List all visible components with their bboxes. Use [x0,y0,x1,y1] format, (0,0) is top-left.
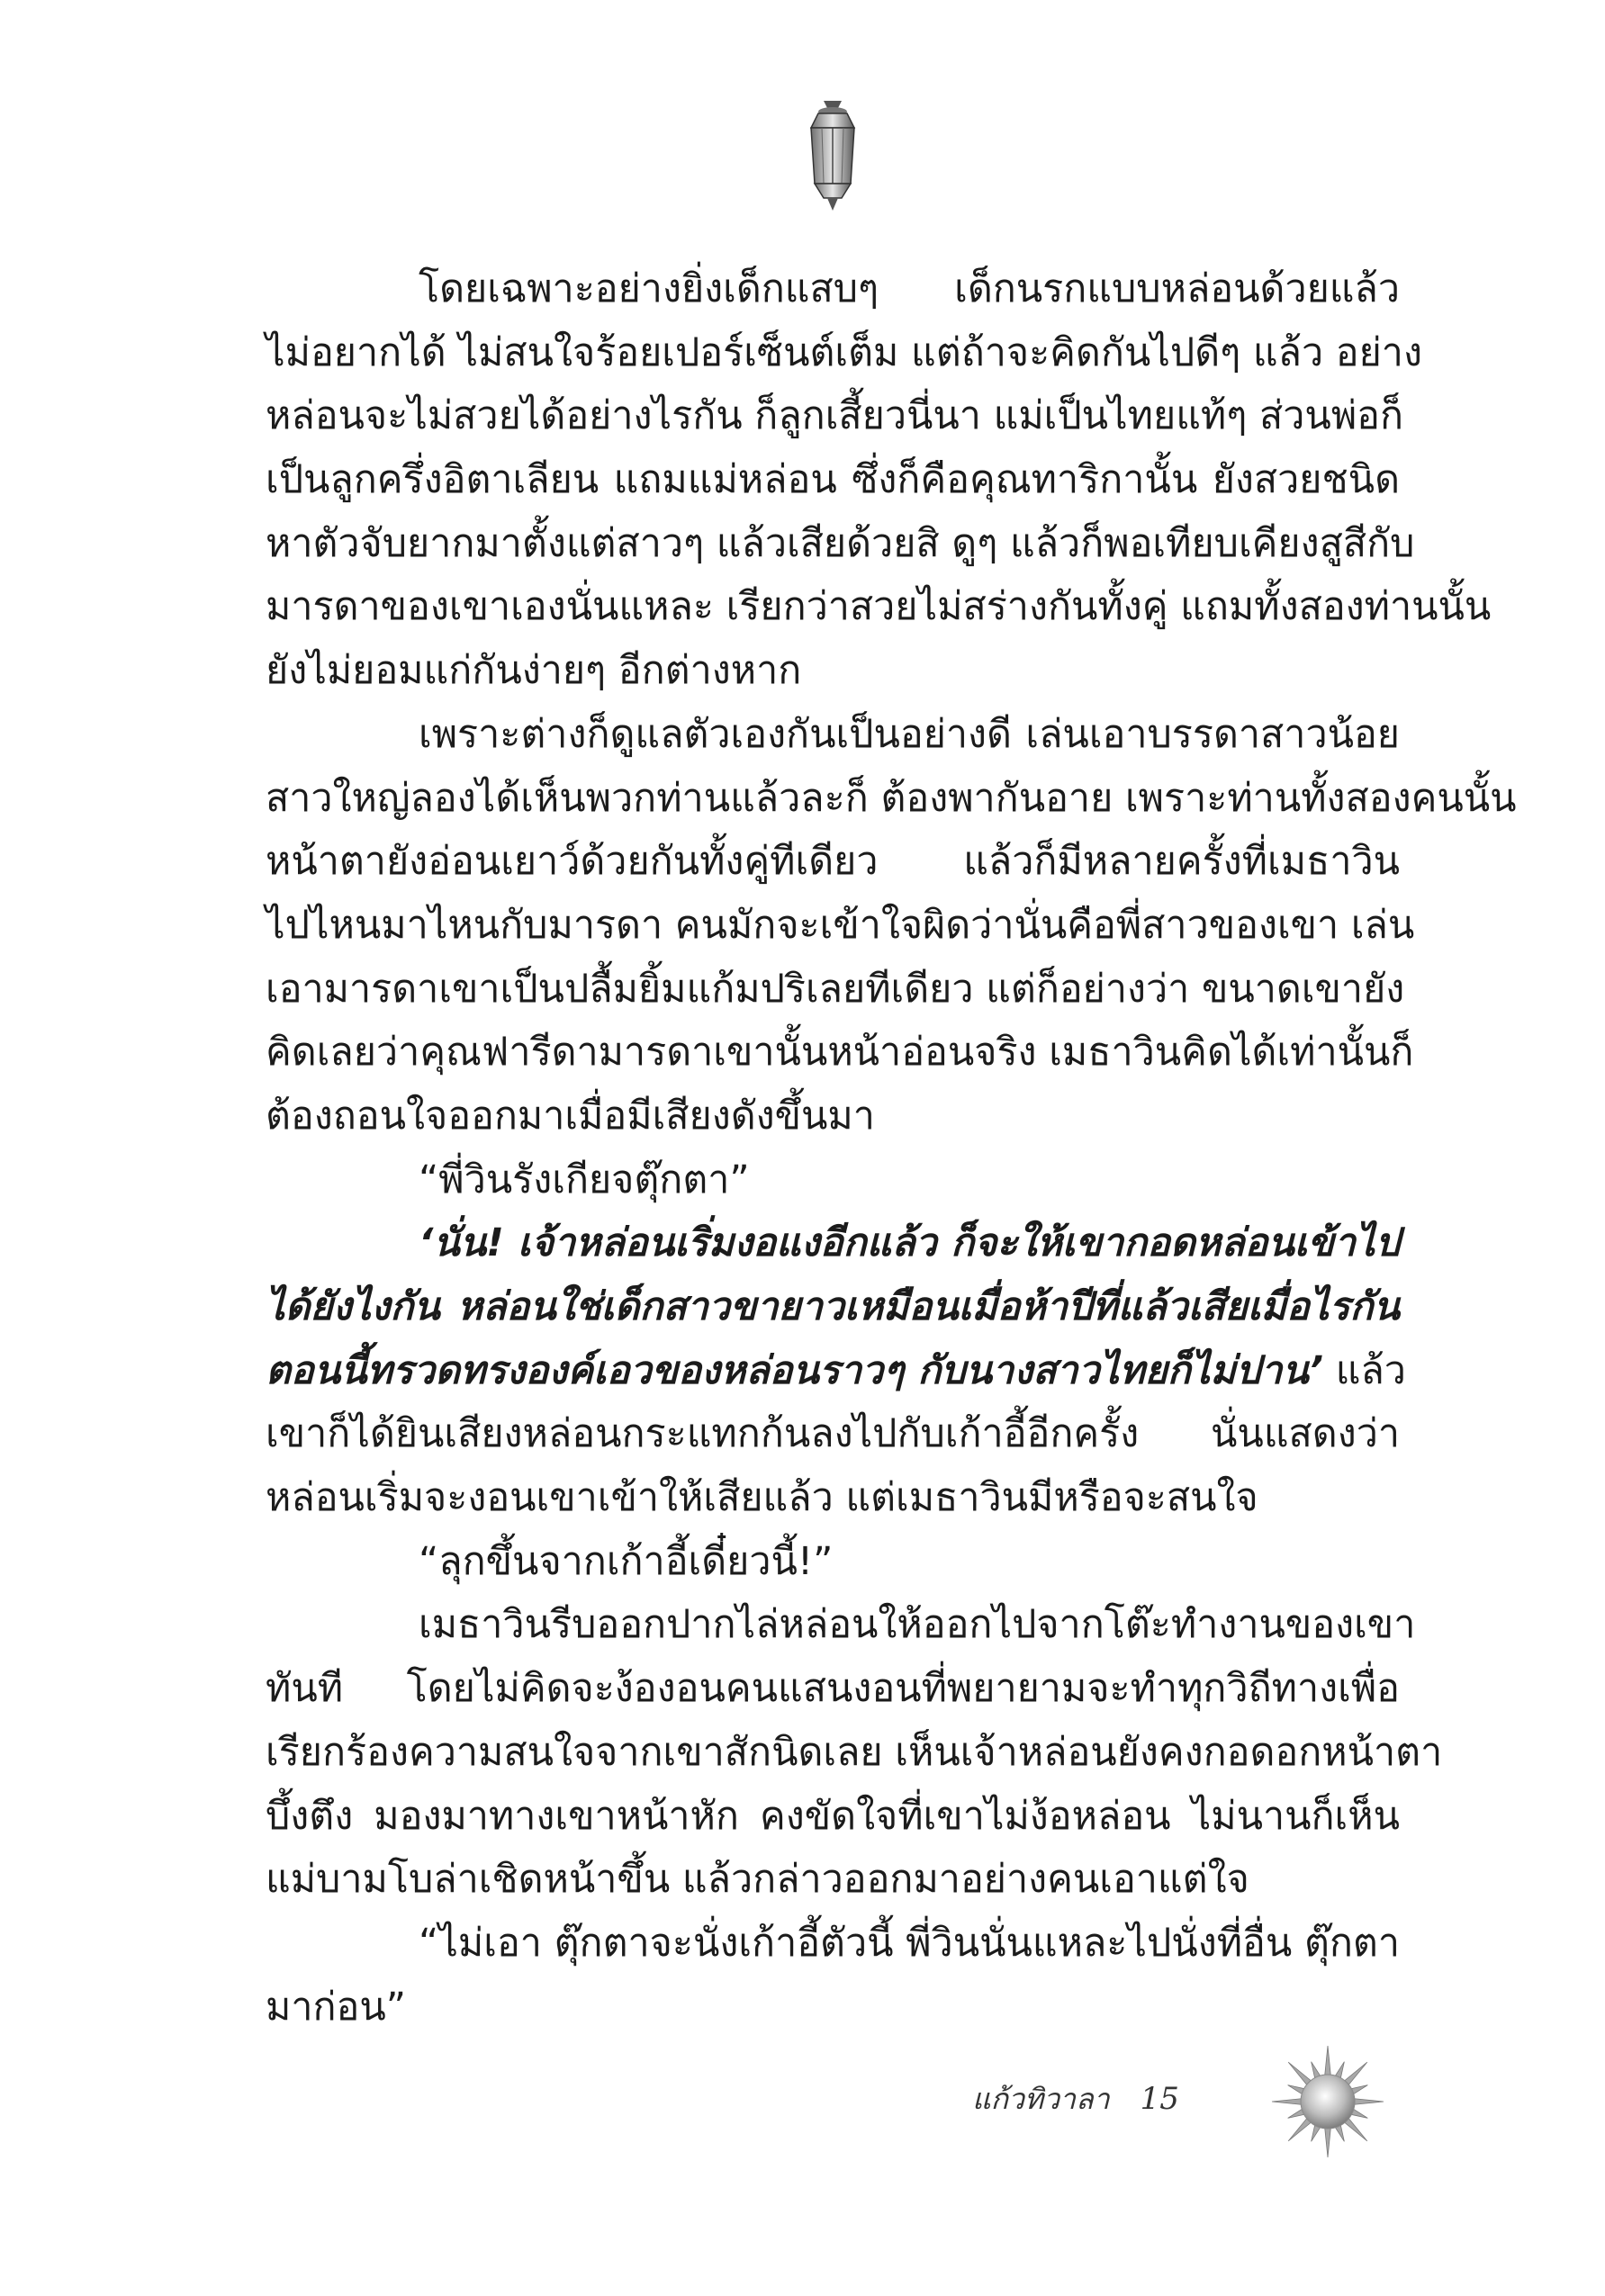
page-footer [972,2072,1179,2126]
sun-ray [1355,2099,1384,2104]
text-line: ไปไหนมาไหนกับมารดา คนมักจะเข้าใจผิดว่านั่นคือพี่สาวของเขา เล่น [266,902,1415,948]
sun-ray [1325,2046,1330,2075]
text-line: แม่บามโบล่าเชิดหน้าขึ้น แล้วกล่าวออกมาอย่างคนเอาแต่ใจ [266,1857,1249,1903]
sun-ray [1288,2062,1311,2084]
sun-ray [1312,2125,1321,2141]
chapter-body-text [266,257,1517,2039]
text-line: เมธาวินรีบออกปากไล่หล่อนให้ออกไปจากโต๊ะทำงานของเขา [419,1602,1416,1648]
sun-ray [1272,2099,1301,2104]
paragraph [266,1148,1400,1212]
sun-ray [1345,2119,1367,2141]
text-line: เรียกร้องความสนใจจากเขาสักนิดเลย เห็นเจ้าหล่อนยังคงกอดอกหน้าตา [266,1729,1443,1775]
sun-ray [1288,2109,1304,2118]
text-line: “พี่วินรังเกียจตุ๊กตา” [419,1157,750,1202]
text-line [266,1339,1406,1403]
sun-ray [1345,2062,1367,2084]
sun-ornament-icon [1269,2043,1386,2160]
paragraph [266,703,1517,1148]
paragraph [266,1912,1400,2039]
text-line: ทันที โดยไม่คิดจะง้องอนคนแสนงอนที่พยายามจะทำทุกวิถีทางเพื่อ [266,1666,1400,1712]
sun-ray [1335,2062,1344,2078]
sun-ray [1312,2062,1321,2078]
text-line: ไม่อยากได้ ไม่สนใจร้อยเปอร์เซ็นต์เต็ม แต่ถ้าจะคิดกันไปดีๆ แล้ว อย่าง [266,329,1422,375]
text-tail: แล้ว [1323,1347,1406,1393]
text-line: หล่อนเริ่มจะงอนเขาเข้าให้เสียแล้ว แต่เมธาวินมีหรือจะสนใจ [266,1475,1258,1521]
text-line: โดยเฉพาะอย่างยิ่งเด็กแสบๆ เด็กนรกแบบหล่อนด้วยแล้ว [419,266,1400,311]
paragraph [266,257,1492,703]
italic-text: ตอนนี้ทรวดทรงองค์เอวของหล่อนราวๆ กับนางสาวไทยก็ไม่ปาน’ [266,1347,1324,1393]
sun-ray [1288,2085,1304,2094]
text-line: “ไม่เอา ตุ๊กตาจะนั่งเก้าอี้ตัวนี้ พี่วินนั่นแหละไปนั่งที่อื่น ตุ๊กตา [419,1920,1400,1966]
text-line: มารดาของเขาเองนั่นแหละ เรียกว่าสวยไม่สร่างกันทั้งคู่ แถมทั้งสองท่านนั้น [266,584,1492,630]
text-line: คิดเลยว่าคุณฟารีดามารดาเขานั้นหน้าอ่อนจริง เมธาวินคิดได้เท่านั้นก็ [266,1030,1414,1076]
text-line: มาก่อน” [266,1984,407,2030]
book-title: แก้วทิวาลา [972,2081,1110,2116]
text-line: ได้ยังไงกัน หล่อนใช่เด็กสาวขายาวเหมือนเมื่อห้าปีที่แล้วเสียเมื่อไรกัน [266,1284,1400,1329]
sun-ray [1335,2125,1344,2141]
text-line: เป็นลูกครึ่งอิตาเลียน แถมแม่หล่อน ซึ่งก็คือคุณทาริกานั้น ยังสวยชนิด [266,457,1400,503]
paragraph [266,1530,1400,1594]
text-line: ต้องถอนใจออกมาเมื่อมีเสียงดังขึ้นมา [266,1093,875,1139]
sun-ray [1351,2109,1367,2118]
text-line: ‘นั่น! เจ้าหล่อนเริ่มงอแงอีกแล้ว ก็จะให้เขากอดหล่อนเข้าไป [419,1220,1400,1266]
sun-ray [1288,2119,1311,2141]
sun-ray [1351,2085,1367,2094]
text-line: บึ้งตึง มองมาทางเขาหน้าหัก คงขัดใจที่เขาไม่ง้อหล่อน ไม่นานก็เห็น [266,1793,1400,1839]
sun-ray [1325,2129,1330,2157]
text-line: เขาก็ได้ยินเสียงหล่อนกระแทกก้นลงไปกับเก้าอี้อีกครั้ง นั่นแสดงว่า [266,1411,1400,1457]
text-line: หาตัวจับยากมาตั้งแต่สาวๆ แล้วเสียด้วยสิ ดูๆ แล้วก็พอเทียบเคียงสูสีกับ [266,520,1415,566]
text-line: “ลุกขึ้นจากเก้าอี้เดี๋ยวนี้!” [419,1538,834,1584]
lantern-icon [797,97,869,214]
text-line: เพราะต่างก็ดูแลตัวเองกันเป็นอย่างดี เล่นเอาบรรดาสาวน้อย [419,711,1400,757]
text-line: หน้าตายังอ่อนเยาว์ด้วยกันทั้งคู่ทีเดียว แล้วก็มีหลายครั้งที่เมธาวิน [266,839,1400,885]
page-number: 15 [1140,2081,1179,2117]
text-line: เอามารดาเขาเป็นปลื้มยิ้มแก้มปริเลยทีเดียว แต่ก็อย่างว่า ขนาดเขายัง [266,966,1405,1012]
text-line: สาวใหญ่ลองได้เห็นพวกท่านแล้วละก็ ต้องพากันอาย เพราะท่านทั้งสองคนนั้น [266,775,1517,821]
paragraph [266,1211,1406,1529]
text-line: หล่อนจะไม่สวยได้อย่างไรกัน ก็ลูกเสี้ยวนี่นา แม่เป็นไทยแท้ๆ ส่วนพ่อก็ [266,393,1404,439]
text-line: ยังไม่ยอมแก่กันง่ายๆ อีกต่างหาก [266,648,802,694]
paragraph [266,1593,1443,1911]
